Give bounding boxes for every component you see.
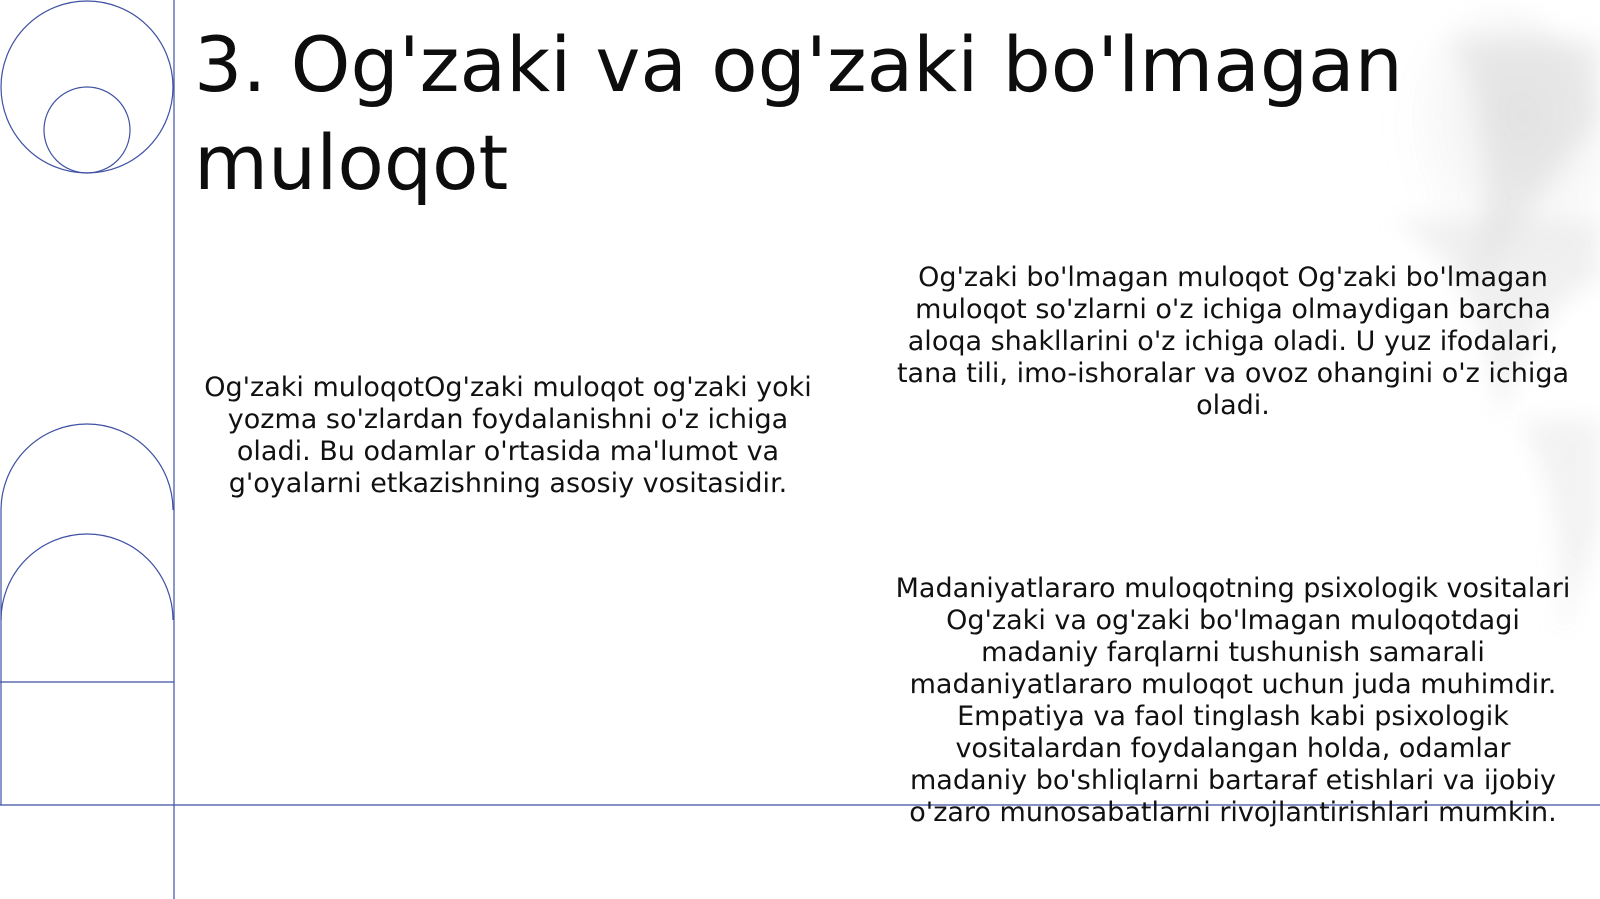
upper-arch-shape (1, 424, 173, 510)
slide-title: 3. Og'zaki va og'zaki bo'lmagan muloqot (194, 20, 1403, 207)
lower-arch-shape (1, 534, 173, 620)
inner-circle-shape (44, 87, 130, 173)
verbal-communication-text: Og'zaki muloqotOg'zaki muloqot og'zaki yoki yozma so'zlardan foydalanishni o'z ichiga oladi. Bu odamlar o'rtasida ma'lumot va g'oyalarni etkazishning asosiy vositasidir. (204, 372, 812, 499)
intercultural-tools-text: Madaniyatlararo muloqotning psixologik vositalari Og'zaki va og'zaki bo'lmagan muloqotdagi madaniy farqlarni tushunish samarali madaniyatlararo muloqot uchun juda muhimdir. Empatiya va faol tinglash kabi psixologik vositalardan foydalangan holda, odamlar madaniy bo'shliqlarni bartaraf etishlari va ijobiy o'zaro munosabatlarni rivojlantirishlari mumkin. (895, 573, 1571, 828)
nonverbal-communication-text: Og'zaki bo'lmagan muloqot Og'zaki bo'lmagan muloqot so'zlarni o'z ichiga olmaydigan barcha aloqa shakllarini o'z ichiga oladi. U yuz ifodalari, tana tili, imo-ishoralar va ovoz ohangini o'z ichiga oladi. (896, 262, 1570, 421)
